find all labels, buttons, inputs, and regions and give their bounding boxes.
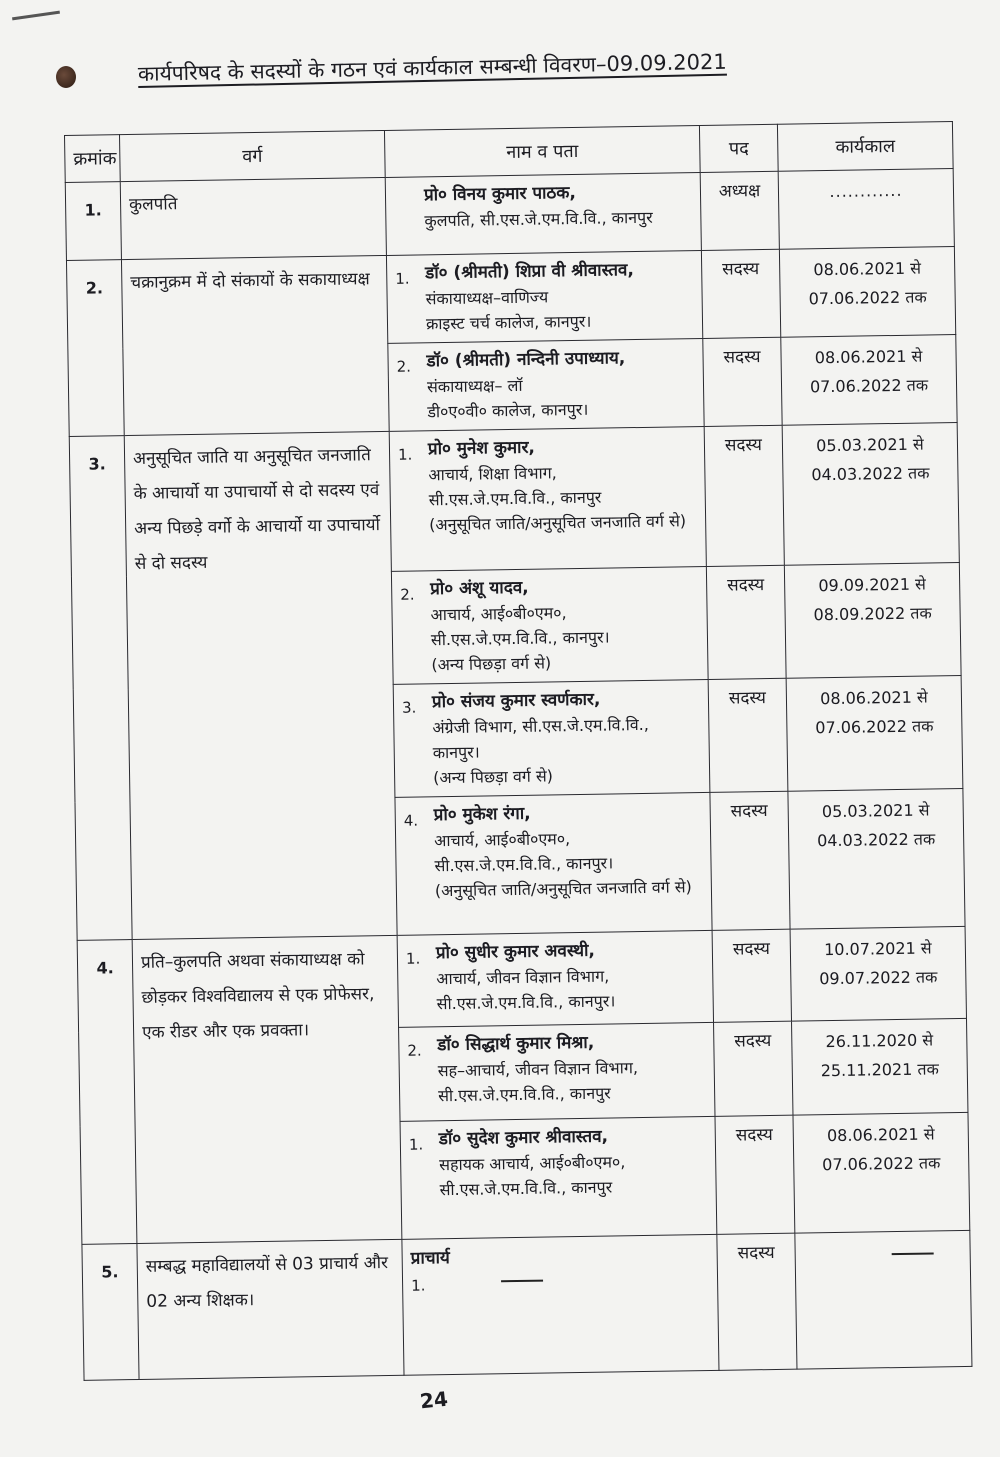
member-position: सदस्य bbox=[715, 1115, 795, 1234]
member-position: सदस्य bbox=[706, 565, 786, 679]
member-name: डॉ० (श्रीमती) शिप्रा वी श्रीवास्तव, bbox=[425, 260, 635, 284]
member-lines bbox=[424, 179, 693, 233]
member-address-line: अंग्रेजी विभाग, सी.एस.जे.एम.वि.वि., bbox=[432, 714, 650, 738]
member-name-address bbox=[388, 338, 704, 431]
member-number: 2. bbox=[407, 1041, 422, 1060]
member-position: सदस्य bbox=[717, 1233, 797, 1370]
term-line: 07.06.2022 तक bbox=[822, 1153, 941, 1175]
member-entry bbox=[396, 345, 695, 425]
row-category: सम्बद्ध महाविद्यालयों से 03 प्राचार्य और 02 अन्य शिक्षक। bbox=[137, 1239, 404, 1379]
row-serial: 5. bbox=[82, 1243, 139, 1380]
member-address-line: (अनुसूचित जाति/अनुसूचित जनजाति वर्ग से) bbox=[429, 511, 687, 535]
member-name-address bbox=[399, 1022, 715, 1121]
term-line: 25.11.2021 तक bbox=[820, 1059, 939, 1081]
member-number: 4. bbox=[403, 811, 419, 830]
member-address-line: क्राइस्ट चर्च कालेज, कानपुर। bbox=[425, 311, 592, 334]
member-lines bbox=[426, 345, 695, 424]
member-term bbox=[781, 335, 957, 426]
term-line: 08.06.2021 से bbox=[814, 346, 923, 368]
member-address-line: सह–आचार्य, जीवन विज्ञान विभाग, bbox=[437, 1058, 639, 1081]
member-number: 2. bbox=[396, 357, 412, 376]
term-line: 08.06.2021 से bbox=[820, 687, 928, 709]
member-position: सदस्य bbox=[701, 249, 780, 338]
punch-hole bbox=[56, 66, 76, 88]
pen-mark bbox=[12, 11, 60, 21]
member-name: प्रो० सुधीर कुमार अवस्थी, bbox=[435, 940, 596, 964]
member-entry bbox=[398, 433, 698, 538]
table-row bbox=[69, 423, 959, 577]
row-category: चक्रानुक्रम में दो संकायों के सकायाध्यक्ष bbox=[121, 255, 389, 435]
table-body bbox=[65, 169, 972, 1381]
member-address-line: सहायक आचार्य, आई०बी०एम०, bbox=[439, 1152, 626, 1175]
member-name-address bbox=[389, 426, 706, 571]
member-number: 1. bbox=[395, 269, 410, 288]
member-address-line: सी.एस.जे.एम.वि.वि., कानपुर bbox=[428, 487, 602, 510]
member-term bbox=[793, 1112, 970, 1233]
member-entry bbox=[395, 257, 694, 337]
row-serial: 3. bbox=[69, 436, 132, 941]
member-address-line: सी.एस.जे.एम.वि.वि., कानपुर। bbox=[430, 627, 610, 650]
member-lines bbox=[425, 257, 694, 336]
member-name: प्रो० अंशू यादव, bbox=[430, 577, 529, 600]
member-name-address bbox=[393, 679, 710, 797]
member-entry bbox=[394, 179, 693, 234]
member-number: 1. bbox=[397, 445, 413, 464]
member-name: प्रो० मुकेश रंगा, bbox=[433, 803, 531, 826]
header-serial: क्रमांक bbox=[65, 135, 121, 183]
member-lines bbox=[434, 799, 704, 903]
member-name-address bbox=[400, 1116, 717, 1239]
row-category: प्रति–कुलपति अथवा संकायाध्यक्ष को छोड़कर विश्वविद्यालय से एक प्रोफेसर, एक रीडर और एक प्रवक्ता। bbox=[132, 935, 402, 1243]
member-name: प्रो० मुनेश कुमार, bbox=[427, 437, 536, 460]
document-title: कार्यपरिषद के सदस्यों के गठन एवं कार्यकाल सम्बन्धी विवरण–09.09.2021 bbox=[137, 49, 727, 86]
member-lines bbox=[430, 573, 700, 677]
term-line: 07.06.2022 तक bbox=[809, 375, 929, 397]
blank-dash bbox=[892, 1252, 934, 1255]
member-address-line: सी.एस.जे.एम.वि.वि., कानपुर bbox=[439, 1177, 613, 1200]
member-lines bbox=[428, 433, 698, 537]
term-line: 04.03.2022 तक bbox=[811, 463, 930, 485]
member-lines bbox=[432, 686, 702, 790]
table-row bbox=[65, 169, 954, 261]
header-position: पद bbox=[699, 124, 778, 172]
member-term bbox=[786, 675, 963, 791]
member-number: 3. bbox=[401, 698, 417, 717]
header-category: वर्ग bbox=[120, 130, 386, 181]
member-position: सदस्य bbox=[704, 425, 784, 566]
member-entry bbox=[407, 1029, 706, 1109]
member-address-line: संकायाध्यक्ष– लॉ bbox=[426, 375, 523, 397]
member-address-line: आचार्य, जीवन विज्ञान विभाग, bbox=[436, 966, 610, 989]
member-term bbox=[784, 562, 961, 678]
member-number: 1. bbox=[410, 1276, 426, 1295]
member-entry bbox=[402, 686, 702, 791]
row-category: कुलपति bbox=[120, 177, 386, 259]
table-row bbox=[66, 247, 955, 349]
term-line: 05.03.2021 से bbox=[821, 800, 930, 822]
member-position: सदस्य bbox=[714, 1021, 793, 1116]
member-entry bbox=[411, 1264, 709, 1295]
member-address-line: (अन्य पिछड़ा वर्ग से) bbox=[431, 653, 552, 675]
member-lines bbox=[439, 1123, 708, 1202]
member-address-line: (अनुसूचित जाति/अनुसूचित जनजाति वर्ग से) bbox=[434, 877, 692, 901]
member-term bbox=[792, 1018, 968, 1115]
member-name-address bbox=[391, 566, 708, 684]
member-term bbox=[778, 169, 954, 250]
member-address-line: सी.एस.जे.एम.वि.वि., कानपुर bbox=[437, 1083, 611, 1106]
member-address-line: कानपुर। bbox=[432, 742, 480, 763]
member-position: सदस्य bbox=[703, 337, 782, 426]
member-term bbox=[779, 247, 955, 338]
member-lines bbox=[437, 1029, 706, 1108]
member-entry bbox=[400, 573, 700, 678]
term-line: 07.06.2022 तक bbox=[808, 287, 927, 309]
member-number: 1. bbox=[408, 1135, 424, 1154]
member-position: सदस्य bbox=[712, 929, 791, 1022]
member-address-line: आचार्य, शिक्षा विभाग, bbox=[428, 463, 557, 485]
member-position: अध्यक्ष bbox=[700, 171, 779, 250]
member-number bbox=[394, 183, 425, 233]
blank-dash bbox=[501, 1279, 543, 1282]
sub-heading: प्राचार्य bbox=[410, 1248, 450, 1269]
term-line: 07.06.2022 तक bbox=[815, 716, 934, 738]
term-line: 08.09.2022 तक bbox=[813, 603, 932, 625]
member-number: 1. bbox=[405, 949, 421, 968]
member-name: डॉ० सिद्धार्थ कुमार मिश्रा, bbox=[437, 1032, 595, 1056]
member-name-address bbox=[386, 251, 702, 344]
member-name: प्रो० विनय कुमार पाठक, bbox=[423, 182, 576, 206]
member-term bbox=[790, 926, 966, 1021]
member-term bbox=[795, 1230, 972, 1369]
term-line: 10.07.2021 से bbox=[823, 938, 932, 960]
row-category: अनुसूचित जाति या अनुसूचित जनजाति के आचार्यो या उपाचार्यो से दो सदस्य एवं अन्य पिछड़े वर्गो के आचार्यो या उपाचार्यो से दो सदस्य bbox=[124, 431, 397, 939]
member-address-line: संकायाध्यक्ष–वाणिज्य bbox=[425, 287, 549, 309]
member-name-address bbox=[397, 930, 713, 1027]
member-address-line: कुलपति, सी.एस.जे.एम.वि.वि., कानपुर bbox=[424, 207, 653, 231]
member-name: डॉ० सुदेश कुमार श्रीवास्तव, bbox=[438, 1126, 609, 1150]
member-address-line: सी.एस.जे.एम.वि.वि., कानपुर। bbox=[436, 991, 616, 1014]
member-address-line: सी.एस.जे.एम.वि.वि., कानपुर। bbox=[434, 853, 614, 876]
member-entry bbox=[404, 799, 704, 904]
row-serial: 1. bbox=[65, 182, 121, 261]
header-term: कार्यकाल bbox=[777, 122, 953, 172]
member-name-address bbox=[385, 173, 701, 256]
member-lines bbox=[436, 937, 705, 1016]
members-table-container bbox=[64, 121, 971, 1381]
member-term bbox=[788, 788, 965, 929]
member-entry bbox=[406, 937, 705, 1017]
member-lines bbox=[441, 1264, 709, 1294]
term-line: 04.03.2022 तक bbox=[816, 829, 936, 851]
term-line: 05.03.2021 से bbox=[816, 434, 924, 456]
member-entry bbox=[409, 1123, 708, 1203]
row-serial: 4. bbox=[77, 940, 137, 1245]
members-table bbox=[64, 121, 972, 1381]
term-line: 08.06.2021 से bbox=[813, 258, 922, 280]
table-row bbox=[77, 926, 966, 1032]
member-name-address bbox=[402, 1234, 719, 1375]
member-address-line: आचार्य, आई०बी०एम०, bbox=[433, 829, 571, 851]
term-line: ............ bbox=[829, 180, 903, 201]
term-line: 26.11.2020 से bbox=[825, 1030, 934, 1052]
term-line: 08.06.2021 से bbox=[826, 1124, 935, 1146]
member-term bbox=[782, 423, 959, 566]
member-address-line: आचार्य, आई०बी०एम०, bbox=[430, 603, 567, 625]
page-number: 24 bbox=[418, 1386, 450, 1414]
member-name-address bbox=[395, 792, 712, 935]
header-name-address: नाम व पता bbox=[384, 126, 700, 178]
table-row bbox=[82, 1230, 972, 1380]
row-serial: 2. bbox=[66, 260, 124, 437]
member-name: प्रो० संजय कुमार स्वर्णकार, bbox=[431, 689, 601, 713]
member-address-line: (अन्य पिछड़ा वर्ग से) bbox=[432, 766, 554, 788]
member-position: सदस्य bbox=[710, 791, 790, 930]
member-position: सदस्य bbox=[708, 678, 788, 792]
term-line: 09.07.2022 तक bbox=[819, 967, 938, 989]
member-address-line: डी०ए०वी० कालेज, कानपुर। bbox=[427, 399, 589, 422]
member-number: 2. bbox=[400, 585, 415, 604]
term-line: 09.09.2021 से bbox=[818, 574, 927, 596]
member-name: डॉ० (श्रीमती) नन्दिनी उपाध्याय, bbox=[426, 348, 626, 372]
